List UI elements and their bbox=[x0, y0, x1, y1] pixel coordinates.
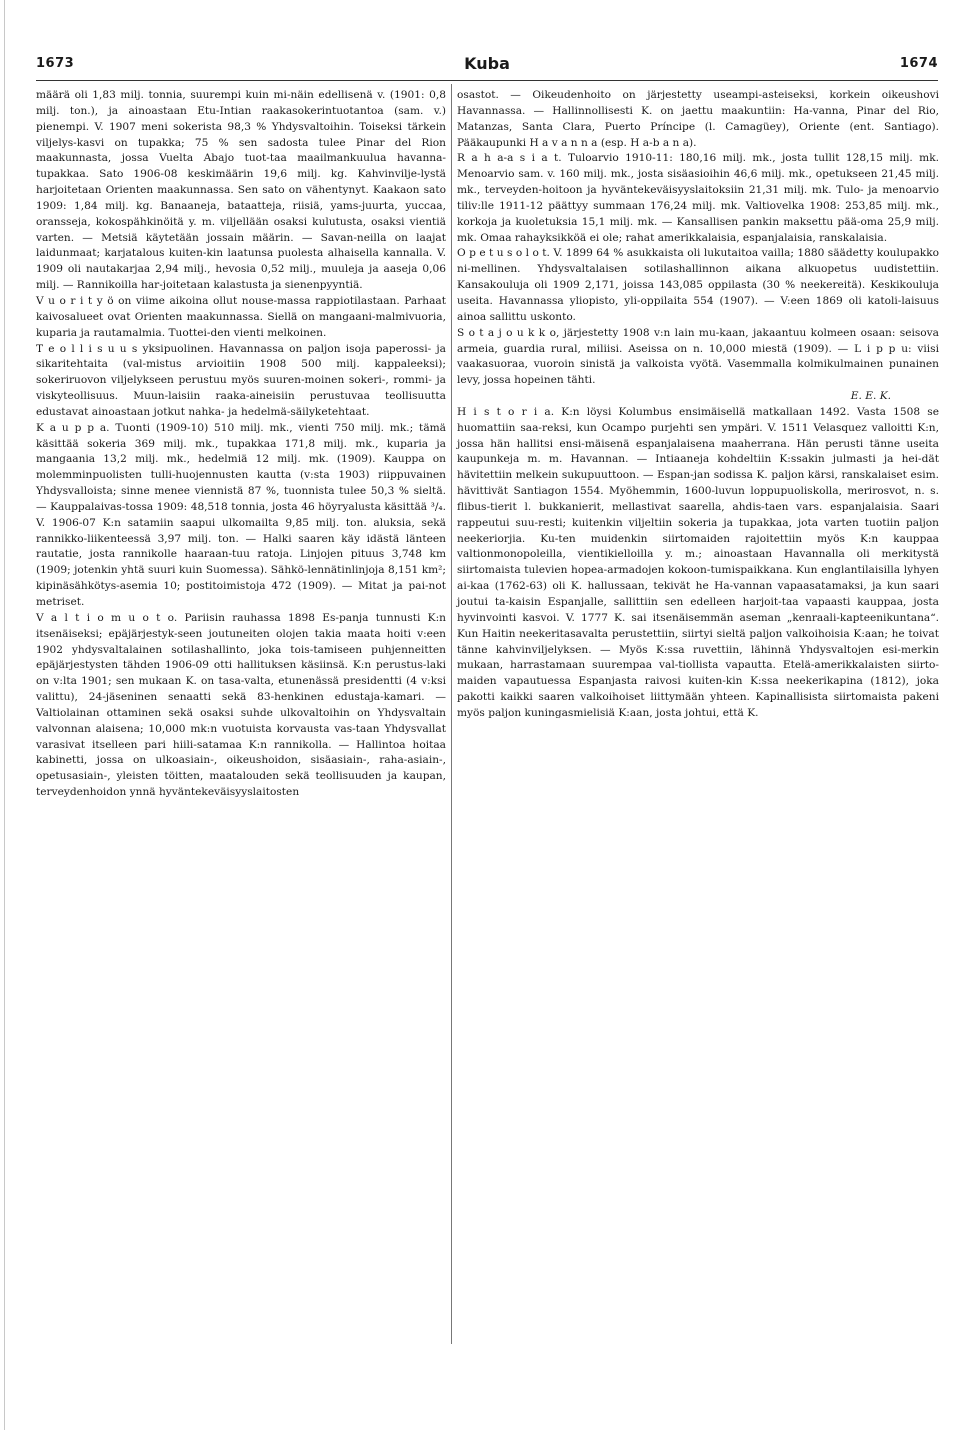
column-divider bbox=[451, 84, 452, 1344]
left-column bbox=[36, 88, 446, 801]
paragraph-agriculture: määrä oli 1,83 milj. tonnia, suurempi kuin mi-näin edellisenä v. (1901: 0,8 milj. ton.), ja ainoastaan Etu-Intian raakasokerintuotantoa (sam. v.) pienempi. V. 1907 meni sokerista 98,3 % Yhdysvaltoihin. Toiseksi tärkein viljelys-kasvi on tupakka; 75 % sen sadosta tulee Pinar del Rion maakunnasta, jossa Vuelta Abajo tuot-taa maailmankuulua havanna-tupakkaa. Sato 1906-08 keskimäärin 19,6 milj. kg. Kahvinvilje-lystä harjoitetaan Orienten maakunnassa. Sen sato on vähentynyt. Kaakaon sato 1909: 1,84 milj. kg. Banaaneja, bataatteja, riisiä, yams-juurta, yuccaa, oransseja, kokospähkinöitä y. m. viljellään osaksi kulutusta, osaksi vientiä varten. — Metsiä käytetään jossain määrin. — Savan-neilla on laajat laidunmaat; karjatalous kuiten-kin laatunsa puolesta alhaisella kannalla. V. 1909 oli nautakarjaa 2,94 milj., hevosia 0,52 milj., muuleja ja aaseja 0,06 milj. — Rannikoilla har-joitetaan kalastusta ja sienenpyyntiä. bbox=[36, 89, 446, 292]
header-rule bbox=[36, 80, 938, 81]
page-title: Kuba bbox=[464, 54, 510, 73]
left-page-number: 1673 bbox=[36, 56, 75, 71]
page-edge bbox=[4, 0, 5, 1430]
paragraph-constitution: V a l t i o m u o t o. Pariisin rauhassa 1898 Es-panja tunnusti K:n itsenäiseksi; epäjärjestyk-seen joutuneiten olojen takia maata hoiti v:een 1902 yhdysvaltalainen sotilashallinto, joka tois-tamiseen puhjenneitten epäjärjestysten tähden 1906-09 otti hallituksen käsiinsä. K:n perustus-laki on v:lta 1901; sen mukaan K. on tasa-valta, etunenässä presidentti (4 v:ksi valittu), 24-jäseninen senaatti sekä 83-henkinen edustaja-kamari. — Valtiolainan ottaminen sekä osaksi suhde ulkovaltoihin on Yhdysvaltain valvonnan alaisena; 10,000 mk:n vuotuista korvausta vas-taan Yhdysvallat varasivat itselleen pari hiili-satamaa K:n rannikolla. — Hallintoa hoitaa kabinetti, jossa on ulkoasiain-, oikeushoidon, sisäasiain-, raha-asiain-, opetusasiain-, yleisten töitten, maatalouden sekä teollisuuden ja kaupan, terveydenhoidon ynnä hyväntekeväisyyslaitosten bbox=[36, 611, 446, 799]
paragraph-industry: T e o l l i s u u s yksipuolinen. Havannassa on paljon isoja paperossi- ja sikaritehtaita (val-mistus arvioitiin 1908 500 milj. kappaleeksi); sokeriruovon viljelykseen perustuu myös suuren-moinen sokeri-, rommi- ja viskyteollisuus. Muun-laisiin raaka-aineisiin perustuvaa teollisuutta edustavat ainoastaan jotkut nahka- ja hedelmä-säilyketehtaat. bbox=[36, 342, 446, 418]
paragraph-mining: V u o r i t y ö on viime aikoina ollut nouse-massa rappiotilastaan. Parhaat kaivosalueet ovat Orienten maakunnassa. Siellä on mangaani-malmivuoria, kuparia ja rautamalmia. Tuottei-den vienti melkoinen. bbox=[36, 294, 446, 339]
paragraph-history: H i s t o r i a. K:n löysi Kolumbus ensimäisellä matkallaan 1492. Vasta 1508 se huomattiin saa-reksi, kun Ocampo purjehti sen ympäri. V. 1511 Velasquez valloitti K:n, jossa hän hallitsi ensi-mäisenä espanjalaisena maaherrana. Hän perusti tänne useita kaupunkeja m. m. Havannan. — Intiaaneja kohdeltiin K:ssakin julmasti ja hei-dät hävitettiin melkein sukupuuttoon. — Espan-jan sodissa K. paljon kärsi, ranskalaiset esim. hävittivät Santiagon 1554. Myöhemmin, 1600-luvun loppupuoliskolla, merirosvot, n. s. flibus-tierit l. bukkanierit, mellastivat saarella, ahdis-taen vars. espanjalaisia. Saari rappeutui suu-resti; kuitenkin viljeltiin sokeria ja tupakkaa, jota varten tuotiin paljon neekeriorjia. Ku-ten muidenkin siirtomaiden rajoitettiin myös K:n kauppaa valtionmonopoleilla, vientikielloilla y. m.; ainoastaan Havannalla oli merkitystä siirtomaista tulevien hopea-armadojen kokoon-tumispaikkana. Kun englantilaisilla lyhyen ai-kaa (1762-63) oli K. hallussaan, tekivät he Ha-vannan vapaasatamaksi, ja kun saari joutui ta-kaisin Espanjalle, sallittiin sen edelleen harjoit-taa vapaasti kauppaa, josta hyvinvointi kasvoi. V. 1777 K. sai itsenäisemmän aseman „kenraali-kapteenikuntana“. Kun Haitin neekeritasavalta perustettiin, siirtyi sieltä paljon valkoihoisia K:aan; he toivat tänne kahvinviljelyksen. — Myös K:ssa ruvettiin, lähinnä Yhdysvaltojen esi-merkin mukaan, harrastamaan suurempaa val-tiollista vapautta. Etelä-amerikkalaisten siirto-maiden vapautuessa Espanjasta raivosi kuiten-kin K:ssa neekerikapina (1812), joka pakotti kaikki saaren valkoihoiset liittymään yhteen. Kapinallisista siirtomaista pakeni myös paljon kuningasmielisiä K:aan, josta johtui, että K. bbox=[457, 405, 939, 719]
paragraph-military: S o t a j o u k k o, järjestetty 1908 v:n lain mu-kaan, jakaantuu kolmeen osaan: seisova armeia, guardia rural, miliisi. Aseissa on n. 10,000 miestä (1909). — L i p p u: viisi vaakasuoraa, vuoroin sinistä ja valkoista vyötä. Vasemmalla kolmikulmainen punainen levy, jossa hopeinen tähti. bbox=[457, 326, 939, 387]
paragraph-finances: R a h a-a s i a t. Tuloarvio 1910-11: 180,16 milj. mk., josta tullit 128,15 milj. mk. Menoarvio sam. v. 160 milj. mk., josta sisäasioihin 46,6 milj. mk., opetukseen 21,45 milj. mk., terveyden-hoitoon ja hyväntekeväisyyslaitoksiin 21,31 milj. mk. Tulo- ja menoarvio tiliv:lle 1911-12 päättyy summaan 176,24 milj. mk. Valtiovelka 1908: 253,85 milj. mk., korkoja ja kuoletuksia 15,1 milj. mk. — Kansallisen pankin maksettu pää-oma 25,9 milj. mk. Omaa rahayksikköä ei ole; rahat amerikkalaisia, espanjalaisia, ranskalaisia. bbox=[457, 152, 939, 244]
paragraph-education: O p e t u s o l o t. V. 1899 64 % asukkaista oli lukutaitoa vailla; 1880 säädetty koulupakko ni-mellinen. Yhdysvaltalaisen sotilashallinnon aikana alkuopetus uudistettiin. Kansakouluja oli 1909 2,171, joissa 143,085 oppilasta (30 % neekereitä). Keskikouluja useita. Havannassa yliopisto, yli-oppilaita 554 (1907). — V:een 1869 oli katoli-laisuus ainoa sallittu uskonto. bbox=[457, 247, 939, 323]
page-header bbox=[36, 56, 938, 80]
paragraph-trade: K a u p p a. Tuonti (1909-10) 510 milj. mk., vienti 750 milj. mk.; tämä käsittää sokeria 369 milj. mk., tupakkaa 171,8 milj. mk., kuparia ja mangaania 13,2 milj. mk., hedelmiä 12 milj. mk. (1909). Kauppa on molemminpuolisten tulli-huojennusten kautta (v:sta 1903) riippuvainen Yhdysvalloista; sinne menee viennistä 87 %, tuonnista tulee 50,3 % sieltä. — Kauppalaivas-tossa 1909: 48,518 tonnia, josta 46 höyryalusta käsittää ³/₄. V. 1906-07 K:n satamiin saapui ulkomailta 9,85 milj. ton. aluksia, sekä rannikko-liikenteessä 3,97 milj. ton. — Halki saaren käy idästä länteen rautatie, josta rannikolle haaraan-tuu ratoja. Linjojen pituus 3,748 km (1909; jotenkin yhtä suuri kuin Suomessa). Sähkö-lennätinlinjoja 8,151 km²; kipinäsähkötys-asemia 10; postitoimistoja 472 (1909). — Mitat ja pai-not metriset. bbox=[36, 421, 446, 608]
author-signature: E. E. K. bbox=[850, 390, 891, 403]
right-page-number: 1674 bbox=[899, 56, 938, 71]
right-column bbox=[457, 88, 939, 722]
paragraph-administration: osastot. — Oikeudenhoito on järjestetty useampi-asteiseksi, korkein oikeushovi Havannassa. — Hallinnollisesti K. on jaettu maakuntiin: Ha-vanna, Pinar del Rio, Matanzas, Santa Clara, Puerto Príncipe (l. Camagüey), Oriente (ent. Santiago). Pääkaupunki H a v a n n a (esp. H a-b a n a). bbox=[457, 89, 939, 149]
